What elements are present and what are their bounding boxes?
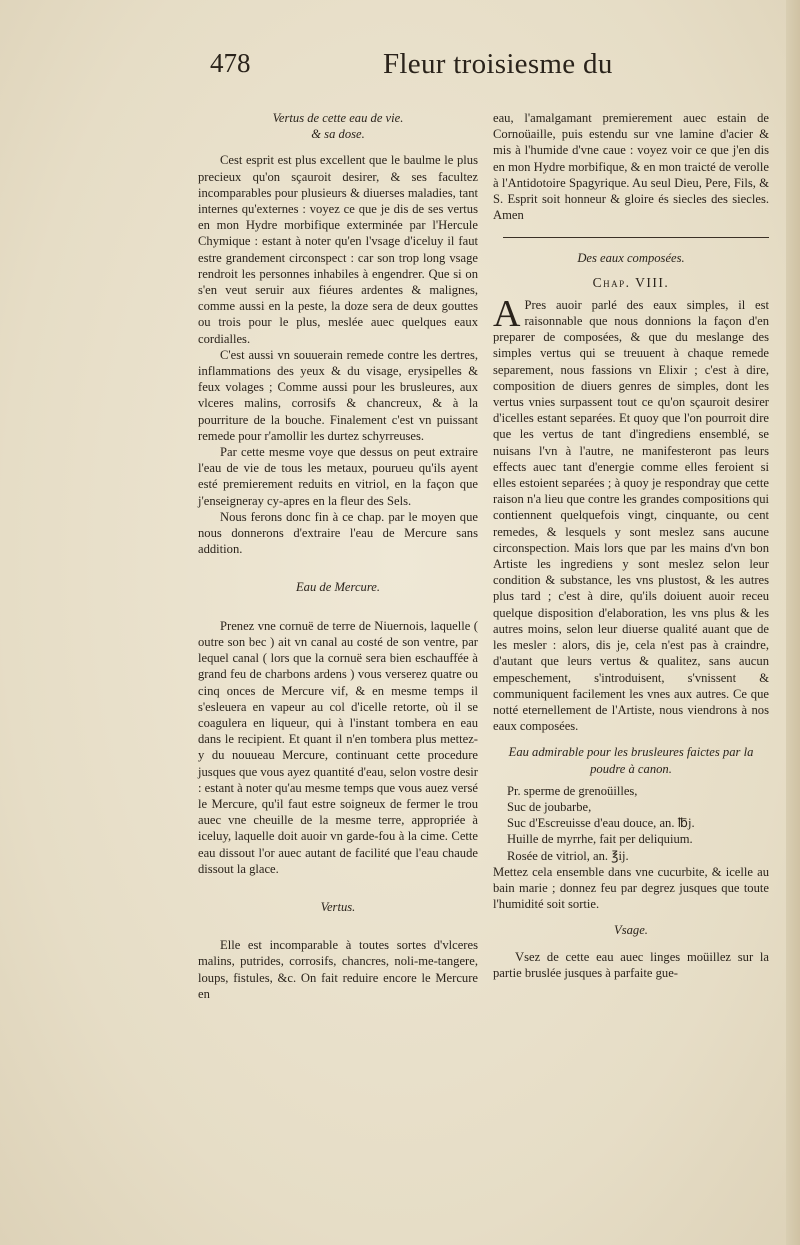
section-heading-vsage: Vsage.: [614, 923, 648, 938]
paragraph: Nous ferons donc fin à ce chap. par le moyen que nous donnerons d'extraire l'eau de Mercure sans addition.: [198, 509, 478, 557]
section-heading-eaux-composees: Des eaux composées.: [577, 251, 685, 266]
section-heading-eau-de-mercure: Eau de Mercure.: [295, 580, 381, 595]
page-number: 478: [210, 48, 251, 78]
recipe-line: Suc d'Escreuisse d'eau douce, an. ℔j.: [507, 816, 695, 831]
drop-cap: A: [493, 292, 521, 335]
paragraph-with-drop-cap: [493, 292, 769, 734]
paragraph: Vsez de cette eau auec linges moüillez sur la partie bruslée jusques à parfaite gue-: [493, 949, 769, 980]
paragraph: Elle est incomparable à toutes sortes d'vlceres malins, putrides, corrosifs, chancres, noli-me-tangere, loups, fistules, &c. On fait reduire encore le Mercure en: [198, 938, 478, 1001]
paragraph: C'est aussi vn souuerain remede contre les dertres, inflammations des yeux & du visage, erysipelles & feux volages ; Comme aussi pour les brusleures, aux vlceres malins, corrosifs & chancreux, & à la pourriture de la bouche. Finalement c'est vn puissant remede pour r'amollir les durtez schyrreuses.: [198, 347, 478, 443]
recipe-line: Huille de myrrhe, fait per deliquium.: [507, 832, 693, 847]
recipe-line: Rosée de vitriol, an. ℥ij.: [507, 848, 629, 863]
left-column: [198, 110, 478, 1002]
right-column: [493, 110, 769, 981]
section-heading-vertus: Vertus de cette eau de vie.: [272, 111, 404, 125]
recipe-line: Suc de joubarbe,: [507, 799, 592, 814]
paragraph: Cest esprit est plus excellent que le baulme le plus precieux qu'on sçauroit desirer, & ses facultez incomparables pour plusieurs & diuerses maladies, tant internes qu'externes : voyez ce que je dis de ses vertus en mon Hydre morbifique exterminée par l'Hercule Chymique : estant à noter qu'en l'vsage d'iceluy il faut estre grandement circonspect : car son trop long vsage rendroit les personnes inhabiles à engendrer. Que si on s'en veut seruir aux fiéures ardentes & malignes, comme aussi en la peste, la doze sera de deux gouttes ou trois pour le plus, meslée auec quelques eaux cordialles.: [198, 153, 478, 346]
recipe-list: [507, 783, 769, 864]
running-title: Fleur troisiesme du: [383, 48, 613, 80]
page-header: [0, 48, 800, 88]
section-rule: [503, 237, 769, 238]
paragraph: Prenez vne cornuë de terre de Niuernois, laquelle ( outre son bec ) ait vn canal au costé de son ventre, par lequel canal ( lors que la cornuë sera bien eschauffée à grand feu de charbons ardens ) vous verserez quatre ou cinq onces de Mercure vif, & en mesme temps il s'esleuera en vapeur au col d'icelle retorte, où il se coagulera en liqueur, qui à l'instant tombera en eau dans le recipient. Et quant il n'en tombera plus mettez-y du nouueau Mercure, continuant cette procedure jusques que vous ayez quantité d'eau, selon vostre desir : estant à noter qu'au mesme temps que vous auez versé le Mercure, qu'il faut estre soigneux de fermer le trou auec vne cheuille de la mesme terre, appropriée à iceluy, laquelle doit auoir vn garde-fou à la cime. Cette eau dissout l'or auec autant de facilité que l'eau chaude dissout la glace.: [198, 618, 478, 876]
paragraph: Mettez cela ensemble dans vne cucurbite, & icelle au bain marie ; donnez feu par degrez jusques que toute l'humidité soit sortie.: [493, 864, 769, 912]
paragraph: eau, l'amalgamant premierement auec estain de Cornoüaille, puis estendu sur vne lamine d'acier & mis à l'humide d'vne caue : voyez voir ce que j'en dis en mon Hydre morbifique, & en mon traicté de verolle à l'Antidotoire Spagyrique. Au seul Dieu, Pere, Fils, & S. Esprit soit honneur & gloire és siecles des siecles. Amen: [493, 111, 769, 223]
recipe-line: Pr. sperme de grenoüilles,: [507, 783, 638, 798]
page-edge: [786, 0, 800, 1245]
paragraph: Par cette mesme voye que dessus on peut extraire l'eau de vie de tous les metaux, pourueu qu'ils ayent esté premierement reduits en vitriol, en la façon que j'enseigneray cy-apres en la fleur des Sels.: [198, 445, 478, 508]
chapter-heading: Chap. VIII.: [592, 274, 670, 290]
section-heading-vertus-2: Vertus.: [320, 899, 356, 914]
section-heading-eau-admirable: Eau admirable pour les brusleures faictes par la poudre à canon.: [508, 745, 754, 776]
paragraph-text: Pres auoir parlé des eaux simples, il est raisonnable que nous donnions la façon d'en preparer de composées, & que du meslange des simples vertus qui se treuuent à chaque remede separement, nous fassions vn Elixir ; c'est à dire, composition de diuers genres de simples, dont les vertus vnies surpassent tout ce qu'on sçauroit desirer d'icelles estant separées. Et quoy que l'on pourroit dire que les vertus de tant d'ingrediens ensemblé, se nuisans l'vn à l'autre, ne manifesteront pas leurs effects auec tant d'energie comme elles feroient si elles estoient separées ; à quoy je respondray que cette raison n'a lieu que contre les grandes compositions qui contiennent quelquefois vingt, cinquante, ou cent remedes, & lesquels y sont meslez sans aucune circonspection. Mais lors que par les mains d'vn bon Artiste les ingrediens y sont meslez selon leur condition & substance, les vns plustost, & les autres plus tard ; c'est à dire, qu'ils doiuent auoir receu quelque disposition d'elaboration, les vns plus & les autres moins, selon leur diuerse qualité auant que de les mesler : alors, dis je, cela n'est pas à craindre, d'autant que leurs vertus & qualitez, sans aucun empeschement, s'introduisent, s'vnissent & communiquent facilement les vnes aux autres. Ce que notté eternellement de l'Artiste, nous viendrons à nos eaux composées.: [493, 297, 769, 734]
section-subheading-dose: & sa dose.: [311, 127, 365, 142]
